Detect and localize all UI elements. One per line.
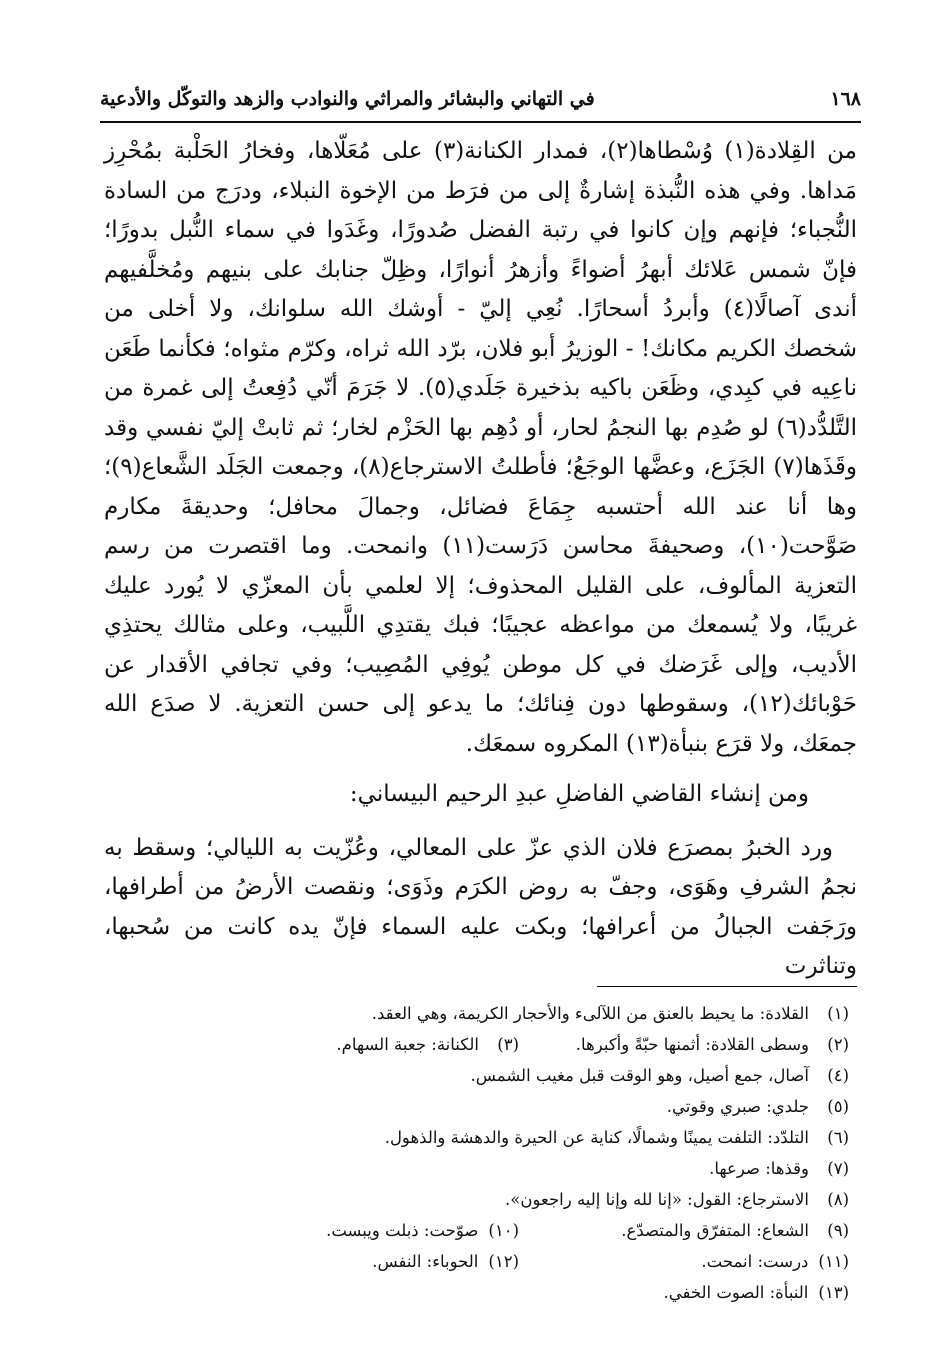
footnote-text: الاسترجاع: القول: «إنا لله وإنا إليه راجعون». — [505, 1190, 809, 1209]
footnote-row — [104, 1215, 849, 1246]
footnote-6 — [385, 1122, 849, 1153]
footnote-4 — [471, 1060, 849, 1091]
footnote-text: صوّحت: ذبلت ويبست. — [326, 1221, 479, 1240]
footnote-number: (٨) — [827, 1190, 849, 1209]
page-number: ١٦٨ — [830, 88, 861, 110]
footnote-row — [104, 1029, 849, 1060]
footnote-number: (١) — [827, 1004, 849, 1023]
footnote-3 — [336, 1029, 519, 1060]
footnote-row — [104, 1122, 849, 1153]
header-divider — [100, 121, 861, 123]
page-header — [100, 82, 861, 116]
footnote-12 — [372, 1246, 519, 1277]
footnote-number: (٣) — [497, 1035, 519, 1054]
footnote-number: (١١) — [818, 1252, 849, 1271]
footnote-number: (٧) — [827, 1159, 849, 1178]
paragraph-condolence: من القِلادة(١) وُسْطاها(٢)، فمدار الكنانة(٣) على مُعَلّاها، وفخارُ الحَلْبة بمُحْرِز مَداها. وفي هذه النُّبذة إشارةٌ إلى من فرَط من الإخوة النبلاء، ودرَج من السادة النُّجباء؛ فإنهم وإن كانوا في رتبة الفضل صُدورًا، وغَدَوا في سماء النُّبل بدورًا؛ فإنّ شمس عَلائك أبهرُ أضواءً وأزهرُ أنوارًا، وظِلّ جنابك على بنيهم ومُخلَّفيهم أندى آصالًا(٤) وأبردُ أسحارًا. نُعِي إليّ - أوشك الله سلوانك، ولا أخلى من شخصك الكريم مكانك! - الوزيرُ أبو فلان، برّد الله ثراه، وكرّم مثواه؛ فكأنما طَعَن ناعِيه في كبِدي، وظَعَن باكيه بذخيرة جَلَدي(٥). لا جَرَمَ أنّي دُفِعتُ إلى غمرة من التَّلدُّد(٦) لو صُدِم بها النجمُ لحار، أو دُهِم بها الحَزْم لخار؛ ثم ثابتْ إليّ نفسي وقد وقَذَها(٧) الجَزَع، وعضَّها الوجَعُ؛ فأطلتُ الاسترجاع(٨)، وجمعت الجَلَد الشَّعاع(٩)؛ وها أنا عند الله أحتسبه جِمَاعَ فضائل، وجمالَ محافل؛ وحديقةَ مكارم صَوَّحت(١٠)، وصحيفةَ محاسن دَرَست(١١) وانمحت. وما اقتصرت من رسم التعزية المألوف، على القليل المحذوف؛ إلا لعلمي بأن المعزّي لا يُورد عليك غريبًا، ولا يُسمعك من مواعظه عجيبًا؛ فبك يقتدِي اللَّبيب، وعلى مثالك يحتذِي الأديب، وإلى غَرَضك في كل موطن يُوفِي المُصِيب؛ وفي تجافي الأقدار عن حَوْبائك(١٢)، وسقوطها دون فِنائك؛ ما يدعو إلى حسن التعزية. لا صدَع الله جمعَك، ولا قرَع بنبأة(١٣) المكروه سمعَك. — [104, 138, 858, 757]
footnote-number: (١٣) — [818, 1283, 849, 1302]
footnote-text: وقذها: صرعها. — [709, 1159, 809, 1178]
footnote-number: (٦) — [827, 1128, 849, 1147]
footnote-11 — [519, 1246, 849, 1277]
footnote-1 — [372, 998, 849, 1029]
footnote-text: القلادة: ما يحيط بالعنق من اللآلىء والأحجار الكريمة، وهي العقد. — [371, 1004, 809, 1023]
footnote-8 — [505, 1184, 849, 1215]
footnote-row — [104, 1277, 849, 1308]
running-title: في التهاني والبشائر والمراثي والنوادب والزهد والتوكّل والأدعية — [100, 88, 595, 110]
footnote-text: آصال، جمع أصيل، وهو الوقت قبل مغيب الشمس. — [470, 1066, 809, 1085]
footnote-row — [104, 1246, 849, 1277]
main-text — [104, 132, 857, 987]
footnote-number: (٢) — [827, 1035, 849, 1054]
footnote-7 — [709, 1153, 849, 1184]
footnote-row — [104, 1060, 849, 1091]
footnote-row — [104, 998, 849, 1029]
footnote-number: (١٠) — [488, 1221, 519, 1240]
footnote-number: (٩) — [827, 1221, 849, 1240]
footnote-text: الشعاع: المتفرّق والمتصدّع. — [621, 1221, 809, 1240]
footnote-number: (٤) — [827, 1066, 849, 1085]
footnote-text: وسطى القلادة: أثمنها حبّةً وأكبرها. — [575, 1035, 809, 1054]
paragraph-fadil: ورد الخبرُ بمصرَع فلان الذي عزّ على المعالي، وعُزّيت به الليالي؛ وسقط به نجمُ الشرفِ وهَوَى، وجفّ به روض الكرَم وذَوَى؛ ونقصت الأرضُ من أطرافها، ورَجَفت الجبالُ من أعرافها؛ وبكت عليه السماء فإنّ يده كانت من سُحبها، وتناثرت — [104, 834, 857, 979]
footnote-2 — [519, 1029, 849, 1060]
footnote-text: الحوباء: النفس. — [372, 1252, 479, 1271]
footnote-text: جلدي: صبري وقوتي. — [666, 1097, 809, 1116]
footnote-5 — [667, 1091, 849, 1122]
footnote-text: الكنانة: جعبة السهام. — [336, 1035, 479, 1054]
footnote-number: (٥) — [827, 1097, 849, 1116]
footnote-row — [104, 1184, 849, 1215]
footnote-10 — [326, 1215, 519, 1246]
section-intro: ومن إنشاء القاضي الفاضلِ عبدِ الرحيم البيساني: — [349, 781, 809, 807]
footnote-text: النبأة: الصوت الخفي. — [663, 1283, 809, 1302]
footnote-number: (١٢) — [488, 1252, 519, 1271]
footnote-13 — [664, 1277, 849, 1308]
footnote-9 — [519, 1215, 849, 1246]
footnote-row — [104, 1091, 849, 1122]
footnotes — [104, 998, 849, 1308]
footnote-divider — [597, 986, 857, 987]
footnote-text: التلدّد: التلفت يمينًا وشمالًا، كناية عن الحيرة والدهشة والذهول. — [384, 1128, 809, 1147]
footnote-row — [104, 1153, 849, 1184]
footnote-text: درست: انمحت. — [701, 1252, 809, 1271]
